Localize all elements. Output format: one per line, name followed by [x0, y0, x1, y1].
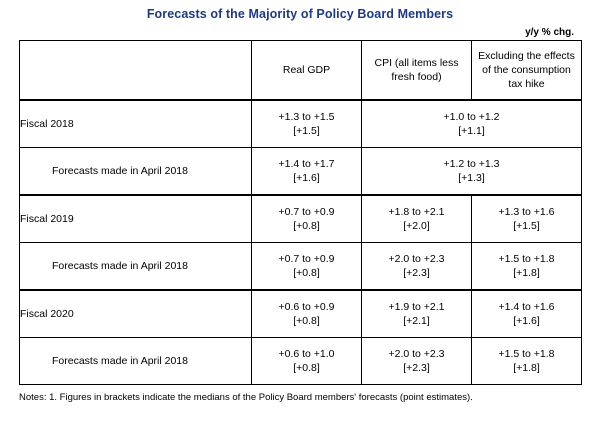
cell-cpi-fiscal-2018	[362, 100, 582, 148]
value-range: +0.7 to +0.9	[278, 205, 335, 218]
value-median: [+2.3]	[403, 267, 430, 279]
value-range: +1.2 to +1.3	[443, 157, 500, 170]
cell-cpi-april-2018-fy2019	[362, 243, 472, 291]
header-cpi	[362, 41, 472, 101]
table-row	[20, 290, 582, 338]
cell-excl-fiscal-2019	[472, 195, 582, 243]
header-excl-line3: tax hike	[508, 78, 545, 91]
row-label-april-2018-fy2020: Forecasts made in April 2018	[20, 338, 252, 385]
cell-real-gdp-april-2018-fy2020	[252, 338, 362, 385]
cell-cpi-fiscal-2020	[362, 290, 472, 338]
cell-excl-april-2018-fy2020	[472, 338, 582, 385]
value-median: [+2.0]	[403, 220, 430, 232]
value-range: +1.8 to +2.1	[388, 205, 445, 218]
value-range: +0.6 to +0.9	[278, 300, 335, 313]
table-row	[20, 338, 582, 385]
cell-real-gdp-fiscal-2018	[252, 100, 362, 148]
header-cpi-line2: fresh food)	[391, 71, 442, 83]
header-cpi-line1: CPI (all items less	[374, 56, 459, 69]
value-median: [+2.1]	[403, 315, 430, 327]
value-median: [+1.5]	[513, 220, 540, 232]
row-label-fiscal-2018: Fiscal 2018	[20, 100, 252, 148]
value-range: +0.7 to +0.9	[278, 252, 335, 265]
value-range: +2.0 to +2.3	[388, 252, 445, 265]
cell-real-gdp-april-2018-fy2019	[252, 243, 362, 291]
value-range: +1.5 to +1.8	[498, 252, 555, 265]
header-blank-cell	[20, 41, 252, 101]
value-median: [+2.3]	[403, 362, 430, 374]
row-label-april-2018-fy2018: Forecasts made in April 2018	[20, 148, 252, 196]
row-label-april-2018-fy2019: Forecasts made in April 2018	[20, 243, 252, 291]
value-median: [+1.6]	[513, 315, 540, 327]
value-range: +1.3 to +1.5	[278, 110, 335, 123]
value-median: [+0.8]	[293, 315, 320, 327]
header-excluding-tax-hike	[472, 41, 582, 101]
value-median: [+0.8]	[293, 267, 320, 279]
row-label-fiscal-2020: Fiscal 2020	[20, 290, 252, 338]
value-range: +1.0 to +1.2	[443, 110, 500, 123]
value-median: [+1.8]	[513, 267, 540, 279]
value-median: [+1.1]	[458, 125, 485, 137]
value-median: [+1.8]	[513, 362, 540, 374]
table-notes: Notes: 1. Figures in brackets indicate the medians of the Policy Board members' forecasts (point estimates).	[19, 392, 473, 403]
page-title: Forecasts of the Majority of Policy Board Members	[146, 7, 454, 21]
table-row	[20, 243, 582, 291]
cell-real-gdp-april-2018-fy2018	[252, 148, 362, 196]
value-range: +1.9 to +2.1	[388, 300, 445, 313]
table-row	[20, 148, 582, 196]
value-median: [+1.3]	[458, 172, 485, 184]
value-median: [+0.8]	[293, 220, 320, 232]
cell-cpi-april-2018-fy2018	[362, 148, 582, 196]
cell-cpi-fiscal-2019	[362, 195, 472, 243]
value-range: +2.0 to +2.3	[388, 347, 445, 360]
cell-excl-fiscal-2020	[472, 290, 582, 338]
cell-real-gdp-fiscal-2019	[252, 195, 362, 243]
value-range: +0.6 to +1.0	[278, 347, 335, 360]
table-container	[0, 40, 600, 385]
value-median: [+1.5]	[293, 125, 320, 137]
cell-excl-april-2018-fy2019	[472, 243, 582, 291]
header-real-gdp: Real GDP	[252, 41, 362, 101]
row-label-fiscal-2019: Fiscal 2019	[20, 195, 252, 243]
value-range: +1.4 to +1.6	[498, 300, 555, 313]
value-range: +1.5 to +1.8	[498, 347, 555, 360]
table-row	[20, 100, 582, 148]
value-range: +1.4 to +1.7	[278, 157, 335, 170]
header-excl-line2: of the consumption	[482, 63, 571, 76]
forecast-table	[19, 40, 582, 385]
table-row	[20, 195, 582, 243]
cell-cpi-april-2018-fy2020	[362, 338, 472, 385]
value-range: +1.3 to +1.6	[498, 205, 555, 218]
unit-note: y/y % chg.	[525, 27, 574, 38]
value-median: [+0.8]	[293, 362, 320, 374]
value-median: [+1.6]	[293, 172, 320, 184]
table-header-row	[20, 41, 582, 101]
cell-real-gdp-fiscal-2020	[252, 290, 362, 338]
header-excl-line1: Excluding the effects	[478, 49, 575, 62]
